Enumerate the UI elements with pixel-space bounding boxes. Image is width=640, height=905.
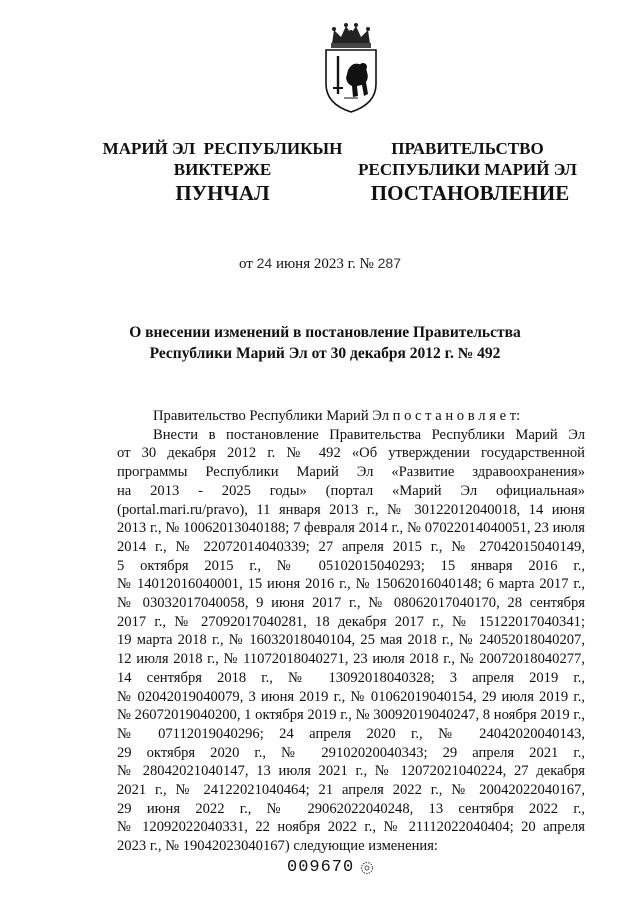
body-line: 2021 г., № 24122021040464; 21 апреля 2022 г., № 20042022040167,: [117, 782, 585, 799]
doc-type-mari: ПУНЧАЛ: [175, 181, 270, 205]
body-first-line: Правительство Республики Марий Эл п о с т а н о в л я е т:: [153, 408, 521, 424]
header-right-line2: РЕСПУБЛИКИ МАРИЙ ЭЛ: [358, 160, 577, 179]
serial-number: 009670: [287, 858, 355, 877]
body-line: 29 октября 2020 г., № 29102020040343; 29 апреля 2021 г.,: [117, 744, 585, 761]
body-line: от 30 декабря 2012 г. № 492 «Об утверждении государственной: [117, 445, 585, 462]
header-left: [95, 138, 350, 180]
date-day: 24: [256, 255, 273, 271]
body-line: № 28042021040147, 13 июля 2021 г., № 12072021040224, 27 декабря: [117, 763, 585, 780]
body-line: № 07112019040296; 24 апреля 2020 г., № 24042020040143,: [117, 725, 585, 742]
coat-of-arms-icon: [322, 22, 380, 114]
header-left-line2: ВИКТЕРЖЕ: [173, 160, 272, 179]
body-line: программы Республики Марий Эл «Развитие здравоохранения»: [117, 464, 585, 481]
date-line: [0, 255, 640, 273]
document-title: [90, 322, 560, 364]
header-right: [355, 138, 580, 180]
body-line: № 14012016040001, 15 июня 2016 г., № 15062016040148; 6 марта 2017 г.,: [117, 576, 585, 593]
body-line: 2023 г., № 19042023040167) следующие изменения:: [117, 838, 438, 855]
header-right-line1: ПРАВИТЕЛЬСТВО: [391, 139, 544, 158]
body-line: № 02042019040079, 3 июня 2019 г., № 01062019040154, 29 июля 2019 г.,: [117, 688, 585, 705]
title-line-1: О внесении изменений в постановление Правительства: [129, 324, 521, 341]
body-line: 2014 г., № 22072014040339; 27 апреля 2015 г., № 27042015040149,: [117, 538, 585, 555]
body-line: на 2013 - 2025 годы» (портал «Марий Эл официальная»: [117, 482, 585, 499]
doc-type-russian: ПОСТАНОВЛЕНИЕ: [370, 181, 570, 205]
date-month-year: июня 2023 г. №: [275, 256, 374, 272]
body-line: 29 июня 2022 г., № 29062022040248, 13 сентября 2022 г.,: [117, 800, 585, 817]
body-line: № 03032017040058, 9 июня 2017 г., № 08062017040170, 28 сентября: [117, 595, 585, 612]
title-line-2: Республики Марий Эл от 30 декабря 2012 г. № 492: [149, 345, 501, 362]
header-left-line1: МАРИЙ ЭЛ РЕСПУБЛИКЫН: [102, 139, 343, 158]
body-line: № 12092022040331, 22 ноября 2022 г., № 21112022040404; 20 апреля: [117, 819, 585, 836]
seal-mark-icon: [360, 861, 374, 875]
resolution-number: 287: [377, 255, 401, 271]
date-prefix: от: [239, 256, 253, 272]
body-line: 12 июля 2018 г., № 11072018040271, 23 июля 2018 г., № 20072018040277,: [117, 651, 585, 668]
body-line: 5 октября 2015 г., № 05102015040293; 15 января 2016 г.,: [117, 557, 585, 574]
body-line: № 26072019040200, 1 октября 2019 г., № 30092019040247, 8 ноября 2019 г.,: [117, 707, 585, 724]
body-line: 14 сентября 2018 г., № 13092018040328; 3 апреля 2019 г.,: [117, 669, 585, 686]
body-line: 2013 г., № 10062013040188; 7 февраля 2014 г., № 07022014040051, 23 июля: [117, 520, 585, 537]
body-line: 2017 г., № 27092017040281, 18 декабря 2017 г., № 15122017040341;: [117, 613, 585, 630]
document-body: [117, 407, 585, 856]
body-line: (portal.mari.ru/pravo), 11 января 2013 г., № 30122012040018, 14 июня: [117, 501, 585, 518]
body-line: Внести в постановление Правительства Республики Марий Эл: [153, 426, 585, 443]
body-line: 19 марта 2018 г., № 16032018040104, 25 мая 2018 г., № 24052018040207,: [117, 632, 585, 649]
